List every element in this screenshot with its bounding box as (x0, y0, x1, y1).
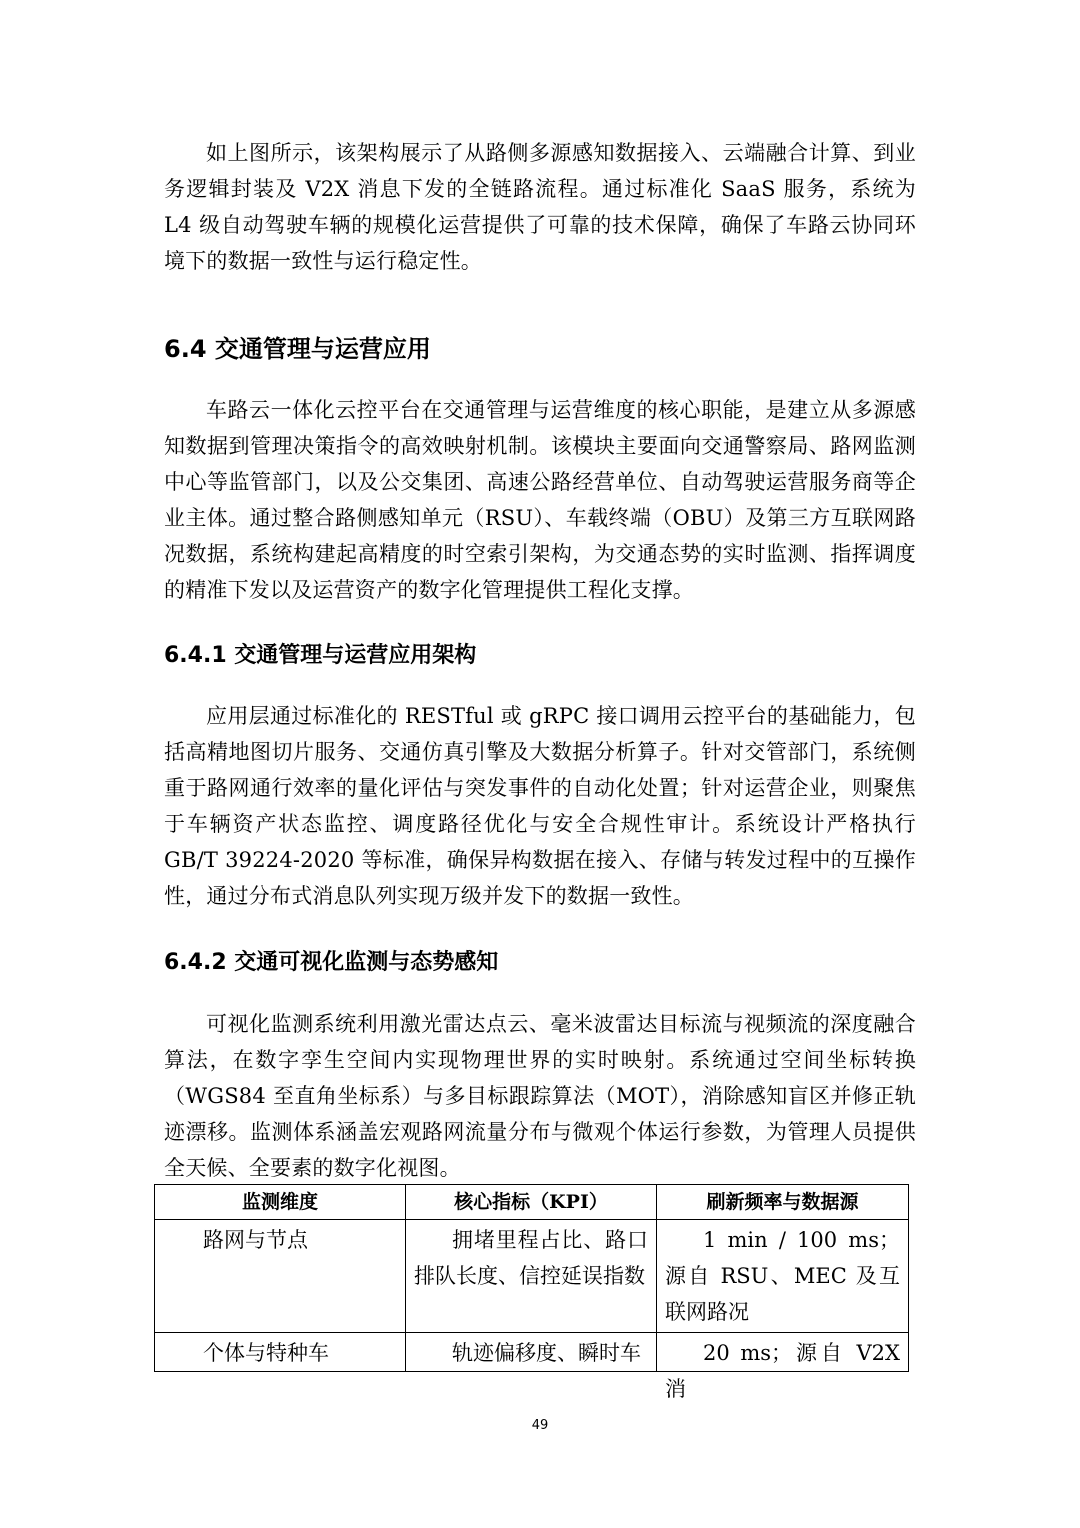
table-cell (406, 1333, 657, 1372)
table-cell-text: 个体与特种车 (203, 1341, 329, 1365)
section-heading-6-4-2: 6.4.2 交通可视化监测与态势感知 (164, 950, 499, 975)
section-6-4-1-paragraph: 应用层通过标准化的 RESTful 或 gRPC 接口调用云控平台的基础能力，包括高精地图切片服务、交通仿真引擎及大数据分析算子。针对交管部门，系统侧重于路网通行效率的量化评估与突发事件的自动化处置；针对运营企业，则聚焦于车辆资产状态监控、调度路径优化与安全合规性审计。系统设计严格执行 GB/T 39224-2020 等标准，确保异构数据在接入、存储与转发过程中的互操作性，通过分布式消息队列实现万级并发下的数据一致性。 (164, 704, 916, 908)
table-header-cell: 核心指标（KPI） (406, 1185, 657, 1220)
table-cell: 拥堵里程占比、路口排队长度、信控延误指数 (406, 1220, 657, 1333)
page-number: 49 (531, 1418, 549, 1433)
table-row (155, 1333, 909, 1372)
table-cell: 路网与节点 (155, 1220, 406, 1333)
intro-paragraph: 如上图所示，该架构展示了从路侧多源感知数据接入、云端融合计算、到业务逻辑封装及 V2X 消息下发的全链路流程。通过标准化 SaaS 服务，系统为 L4 级自动驾驶车辆的规模化运营提供了可靠的技术保障，确保了车路云协同环境下的数据一致性与运行稳定性。 (164, 141, 916, 273)
table-cell-text: 20 ms；源自 V2X 消 (665, 1341, 900, 1401)
table-row (155, 1220, 909, 1333)
table-header-cell: 监测维度 (155, 1185, 406, 1220)
section-heading-6-4: 6.4 交通管理与运营应用 (164, 335, 431, 363)
section-6-4-paragraph: 车路云一体化云控平台在交通管理与运营维度的核心职能，是建立从多源感知数据到管理决策指令的高效映射机制。该模块主要面向交通警察局、路网监测中心等监管部门，以及公交集团、高速公路经营单位、自动驾驶运营服务商等企业主体。通过整合路侧感知单元（RSU）、车载终端（OBU）及第三方互联网路况数据，系统构建起高精度的时空索引架构，为交通态势的实时监测、指挥调度的精准下发以及运营资产的数字化管理提供工程化支撑。 (164, 398, 916, 602)
table-cell (657, 1333, 909, 1401)
table-header-row (155, 1185, 909, 1220)
table-header-cell: 刷新频率与数据源 (657, 1185, 909, 1220)
table-cell-text: 轨迹偏移度、瞬时车 (452, 1341, 641, 1365)
section-6-4-2-paragraph: 可视化监测系统利用激光雷达点云、毫米波雷达目标流与视频流的深度融合算法，在数字孪生空间内实现物理世界的实时映射。系统通过空间坐标转换（WGS84 至直角坐标系）与多目标跟踪算法（MOT），消除感知盲区并修正轨迹漂移。监测体系涵盖宏观路网流量分布与微观个体运行参数，为管理人员提供全天候、全要素的数字化视图。 (164, 1012, 916, 1180)
table-cell (155, 1333, 406, 1372)
monitoring-kpi-table (154, 1184, 909, 1401)
table-cell: 1 min / 100 ms；源自 RSU、MEC 及互联网路况 (657, 1220, 909, 1333)
section-heading-6-4-1: 6.4.1 交通管理与运营应用架构 (164, 643, 477, 668)
